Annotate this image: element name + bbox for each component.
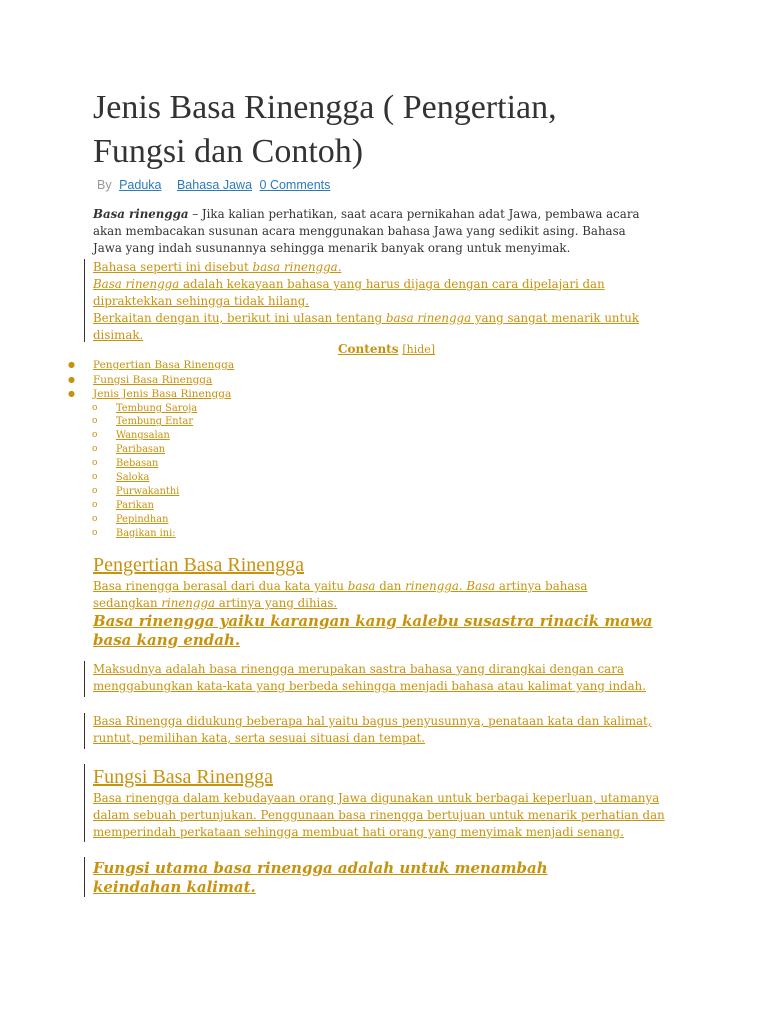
bullet-icon: ●	[68, 374, 75, 384]
section1-paragraph-3[interactable]: Basa Rinengga didukung beberapa hal yaitu bagus penyusunnya, penataan kata dan kalimat, runtut, pemilihan kata, serta sesuai situasi dan tempat.	[93, 714, 652, 745]
toc-subitem-label[interactable]: Bagikan ini:	[116, 527, 176, 539]
hide-toggle[interactable]: [hide]	[402, 343, 436, 356]
section2-heading[interactable]: Fungsi Basa Rinengga	[93, 766, 273, 788]
def-text-a: Basa rinengga berasal dari dua kata yaitu	[93, 579, 348, 593]
intro-link-2[interactable]: adalah kekayaan bahasa yang harus dijaga dengan cara dipelajari dan dipraktekkan sehingga tidak hilang.	[93, 277, 605, 308]
intro-link-1[interactable]: Bahasa seperti ini disebut	[93, 260, 253, 274]
intro-link-1-end[interactable]: .	[337, 260, 342, 274]
left-rule-5	[84, 857, 85, 897]
left-rule-2	[84, 661, 85, 697]
circle-bullet-icon: o	[92, 416, 98, 427]
left-rule-4	[84, 764, 85, 842]
def-text-b: basa	[347, 579, 376, 593]
intro-link-1-em[interactable]: basa rinengga	[252, 260, 338, 274]
section2-paragraph[interactable]: Basa rinengga dalam kebudayaan orang Jawa digunakan untuk berbagai keperluan, utamanya dalam sebuah pertunjukan. Penggunaan basa rinengga bertujuan untuk menarik perhatian dan memperindah perkataan sehingga membuat hati orang yang menyimak menjadi senang.	[93, 791, 665, 839]
circle-bullet-icon: o	[92, 527, 98, 538]
bullet-icon: ●	[68, 360, 75, 369]
section1-definition[interactable]	[93, 578, 623, 612]
intro-link-3-end[interactable]: yang sangat menarik untuk disimak.	[93, 311, 640, 342]
toc-item-label[interactable]: Pengertian Basa Rinengga	[93, 359, 235, 371]
circle-bullet-icon: o	[92, 444, 98, 455]
category-link[interactable]: Bahasa Jawa	[176, 178, 253, 192]
toc-subitem-label[interactable]: Wangsalan	[116, 430, 170, 442]
circle-bullet-icon: o	[92, 513, 98, 524]
circle-bullet-icon: o	[92, 499, 98, 510]
def-text-d: rinengga. Basa	[405, 579, 496, 593]
toc-subitem-label[interactable]: Tembung Entar	[116, 416, 194, 428]
intro-link-3-em[interactable]: basa rinengga	[385, 311, 472, 325]
def-text-c: dan	[375, 579, 406, 593]
intro-link-2-em[interactable]: Basa rinengga	[93, 277, 180, 291]
intro-links[interactable]	[93, 259, 673, 344]
post-meta	[97, 178, 330, 192]
bullet-icon: ●	[68, 389, 75, 398]
circle-bullet-icon: o	[92, 458, 98, 469]
toc-subitem-label[interactable]: Tembung Saroja	[116, 402, 198, 414]
circle-bullet-icon: o	[92, 402, 98, 413]
section2-quote[interactable]: Fungsi utama basa rinengga adalah untuk menambah keindahan kalimat.	[93, 859, 548, 896]
intro-paragraph	[93, 206, 653, 257]
circle-bullet-icon: o	[92, 430, 98, 441]
left-rule	[84, 259, 85, 342]
left-rule-3	[84, 713, 85, 749]
circle-bullet-icon: o	[92, 485, 98, 496]
intro-link-3[interactable]: Berkaitan dengan itu, berikut ini ulasan tentang	[93, 311, 386, 325]
comments-link[interactable]: 0 Comments	[259, 178, 331, 192]
toc-item-label[interactable]: Jenis Jenis Basa Rinengga	[93, 388, 232, 400]
by-label: By	[97, 178, 112, 192]
toc-subitem-label[interactable]: Pepindhan	[116, 513, 169, 525]
def-text-f: rinengga	[161, 596, 216, 610]
circle-bullet-icon: o	[92, 471, 98, 482]
toc-item-label[interactable]: Fungsi Basa Rinengga	[93, 373, 213, 386]
article-title: Jenis Basa Rinengga ( Pengertian, Fungsi dan Contoh)	[93, 89, 557, 170]
def-text-g: artinya yang dihias.	[215, 596, 338, 610]
intro-text: – Jika kalian perhatikan, saat acara pernikahan adat Jawa, pembawa acara akan membacakan susunan acara menggunakan bahasa Jawa yang sedikit asing. Bahasa Jawa yang indah susunannya sehingga menarik banyak orang untuk menyimak.	[93, 207, 640, 255]
author-link[interactable]: Paduka	[119, 178, 162, 192]
section1-paragraph-2[interactable]: Maksudnya adalah basa rinengga merupakan sastra bahasa yang dirangkai dengan cara menggabungkan kata-kata yang berbeda sehingga menjadi bahasa atau kalimat yang indah.	[93, 662, 646, 693]
def-text-e: artinya bahasa sedangkan	[93, 579, 588, 610]
toc-subitem-label[interactable]: Parikan	[116, 499, 154, 511]
section1-heading[interactable]: Pengertian Basa Rinengga	[93, 554, 305, 576]
contents-header	[338, 342, 435, 356]
toc-subitem-label[interactable]: Purwakanthi	[116, 485, 180, 497]
intro-term: Basa rinengga	[93, 207, 189, 221]
toc-subitem-label[interactable]: Saloka	[116, 471, 150, 483]
contents-label: Contents	[338, 342, 399, 356]
toc-subitem-label[interactable]: Paribasan	[116, 444, 166, 456]
toc-subitem-label[interactable]: Bebasan	[116, 458, 159, 470]
section1-quote[interactable]: Basa rinengga yaiku karangan kang kalebu susastra rinacik mawa basa kang endah.	[93, 612, 653, 649]
